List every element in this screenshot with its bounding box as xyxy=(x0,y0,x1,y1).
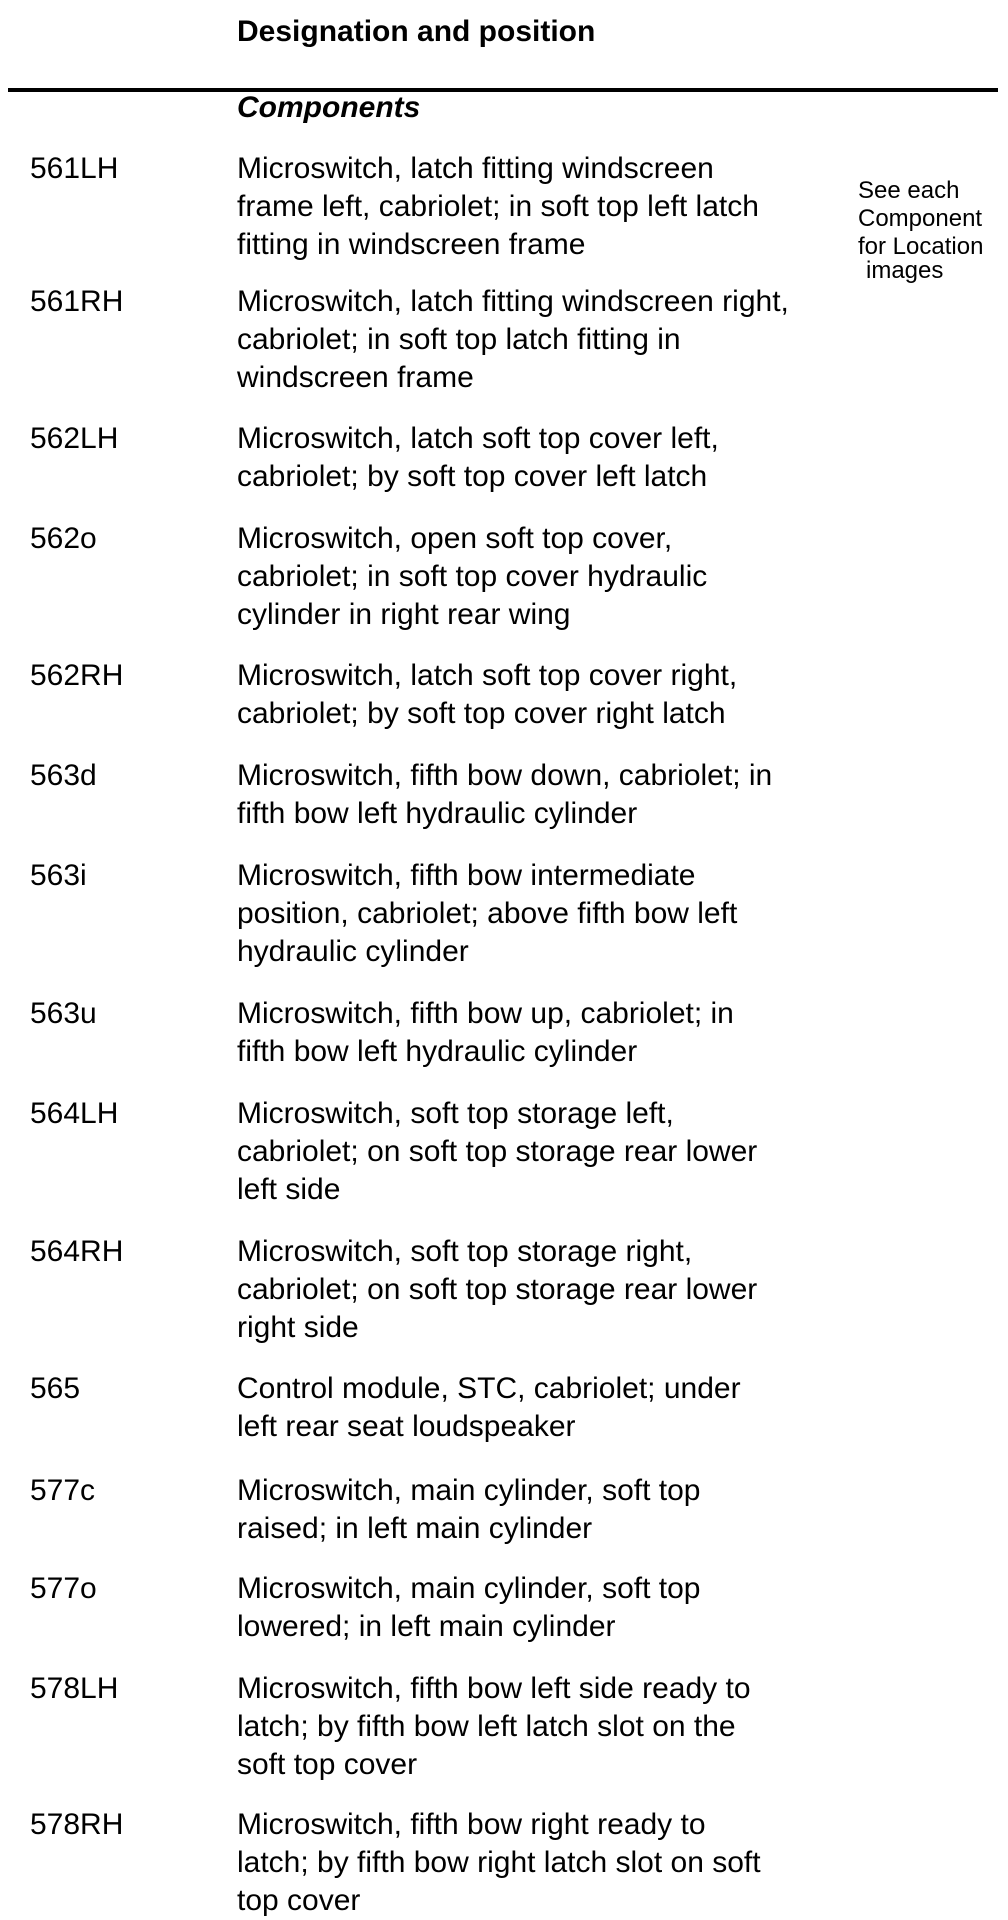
description-line: Microswitch, fifth bow left side ready to xyxy=(237,1672,751,1705)
description-line: fitting in windscreen frame xyxy=(237,228,586,261)
description-line: Microswitch, latch fitting windscreen xyxy=(237,152,714,185)
description-line: Microswitch, soft top storage left, xyxy=(237,1097,674,1130)
component-code: 577o xyxy=(30,1572,97,1605)
description-line: Microswitch, fifth bow right ready to xyxy=(237,1808,706,1841)
component-description xyxy=(237,150,857,264)
description-line: fifth bow left hydraulic cylinder xyxy=(237,1035,638,1068)
description-line: cabriolet; in soft top cover hydraulic xyxy=(237,560,708,593)
component-description xyxy=(237,1370,857,1446)
description-line: Microswitch, open soft top cover, xyxy=(237,522,673,555)
description-line: cabriolet; on soft top storage rear lower xyxy=(237,1135,758,1168)
page-title: Designation and position xyxy=(237,15,596,48)
description-line: left rear seat loudspeaker xyxy=(237,1410,576,1443)
description-line: lowered; in left main cylinder xyxy=(237,1610,616,1643)
component-description xyxy=(237,520,857,634)
description-line: cabriolet; in soft top latch fitting in xyxy=(237,323,681,356)
component-code: 577c xyxy=(30,1474,96,1507)
description-line: position, cabriolet; above fifth bow left xyxy=(237,897,738,930)
description-line: Microswitch, fifth bow up, cabriolet; in xyxy=(237,997,734,1030)
description-line: cabriolet; on soft top storage rear lower xyxy=(237,1273,758,1306)
component-code: 562o xyxy=(30,522,97,555)
location-note-line: images xyxy=(866,257,944,284)
component-description xyxy=(237,1233,857,1347)
component-code: 564LH xyxy=(30,1097,119,1130)
component-code: 561RH xyxy=(30,285,124,318)
description-line: fifth bow left hydraulic cylinder xyxy=(237,797,638,830)
description-line: top cover xyxy=(237,1884,361,1917)
component-code: 563u xyxy=(30,997,97,1030)
component-description xyxy=(237,1570,857,1646)
location-note-line: See each xyxy=(858,177,960,204)
component-code: 562LH xyxy=(30,422,119,455)
description-line: Microswitch, main cylinder, soft top xyxy=(237,1572,701,1605)
description-line: Microswitch, fifth bow intermediate xyxy=(237,859,696,892)
header-divider xyxy=(8,88,998,92)
component-description xyxy=(237,420,857,496)
component-code: 578RH xyxy=(30,1808,124,1841)
component-description xyxy=(237,857,857,971)
component-code: 564RH xyxy=(30,1235,124,1268)
location-note xyxy=(858,177,983,285)
description-line: cabriolet; by soft top cover right latch xyxy=(237,697,726,730)
component-description xyxy=(237,657,857,733)
description-line: Microswitch, fifth bow down, cabriolet; in xyxy=(237,759,773,792)
description-line: latch; by fifth bow left latch slot on the xyxy=(237,1710,736,1743)
location-note-line: for Location xyxy=(858,233,984,260)
description-line: Control module, STC, cabriolet; under xyxy=(237,1372,741,1405)
description-line: windscreen frame xyxy=(237,361,474,394)
description-line: raised; in left main cylinder xyxy=(237,1512,593,1545)
description-line: frame left, cabriolet; in soft top left latch xyxy=(237,190,759,223)
location-note-line: Component xyxy=(858,205,983,232)
description-line: cylinder in right rear wing xyxy=(237,598,571,631)
description-line: Microswitch, latch fitting windscreen right, xyxy=(237,285,789,318)
description-line: latch; by fifth bow right latch slot on soft xyxy=(237,1846,761,1879)
component-description xyxy=(237,1095,857,1209)
description-line: Microswitch, latch soft top cover left, xyxy=(237,422,719,455)
component-description xyxy=(237,995,857,1071)
description-line: Microswitch, soft top storage right, xyxy=(237,1235,693,1268)
component-code: 578LH xyxy=(30,1672,119,1705)
description-line: Microswitch, latch soft top cover right, xyxy=(237,659,738,692)
component-code: 561LH xyxy=(30,152,119,185)
description-line: hydraulic cylinder xyxy=(237,935,469,968)
component-description xyxy=(237,283,857,397)
component-description xyxy=(237,1472,857,1548)
component-code: 562RH xyxy=(30,659,124,692)
description-line: Microswitch, main cylinder, soft top xyxy=(237,1474,701,1507)
component-description xyxy=(237,1806,857,1920)
description-line: right side xyxy=(237,1311,359,1344)
component-description xyxy=(237,757,857,833)
description-line: left side xyxy=(237,1173,341,1206)
description-line: cabriolet; by soft top cover left latch xyxy=(237,460,708,493)
component-code: 563i xyxy=(30,859,87,892)
component-description xyxy=(237,1670,857,1784)
description-line: soft top cover xyxy=(237,1748,418,1781)
section-title: Components xyxy=(237,91,421,124)
component-code: 563d xyxy=(30,759,97,792)
component-code: 565 xyxy=(30,1372,81,1405)
